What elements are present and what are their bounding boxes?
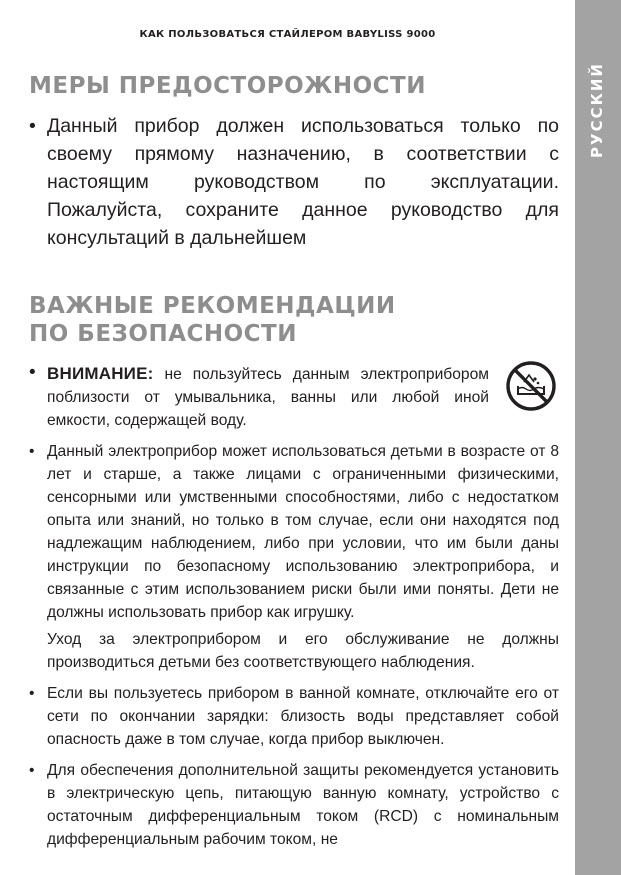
children-item <box>29 440 559 674</box>
rcd-text: Для обеспечения дополнительной защиты рекомендуется установить в электрическую цепь, питающую ванную комнату, устройство с остаточным дифференциальным током (RCD) с номинальным дифференциальным рабочим током, не <box>47 762 559 848</box>
precautions-text: Данный прибор должен использоваться только по своему прямому назначению, в соответствии с настоящим руководством по эксплуатации. Пожалуйста, сохраните данное руководство для консультаций в дальнейшем <box>47 115 559 249</box>
safety-heading <box>29 292 559 348</box>
language-label <box>580 60 614 160</box>
bullet: • <box>29 362 36 383</box>
page-content <box>29 72 559 859</box>
children-subtext: Уход за электроприбором и его обслуживание не должны производиться детьми без соответствующего наблюдения. <box>47 631 559 671</box>
safety-heading-line2: ПО БЕЗОПАСНОСТИ <box>29 321 297 347</box>
safety-list <box>29 362 559 851</box>
warning-label: ВНИМАНИЕ: <box>47 364 154 383</box>
bathroom-text: Если вы пользуетесь прибором в ванной комнате, отключайте его от сети по окончании зарядки: близость воды представляет собой опасность даже в том случае, когда прибор выключен. <box>47 685 559 748</box>
warning-text: не пользуйтесь данным электроприбором поблизости от умывальника, ванны или любой иной емкости, содержащей воду. <box>47 366 489 429</box>
precautions-list <box>29 112 559 252</box>
safety-heading-line1: ВАЖНЫЕ РЕКОМЕНДАЦИИ <box>29 293 396 319</box>
bullet: • <box>29 762 35 779</box>
page-header: КАК ПОЛЬЗОВАТЬСЯ СТАЙЛЕРОМ BABYLISS 9000 <box>139 29 436 40</box>
bathroom-item <box>29 682 559 751</box>
precautions-item <box>29 112 559 252</box>
language-label-text: РУССКИЙ <box>588 62 607 158</box>
precautions-heading: МЕРЫ ПРЕДОСТОРОЖНОСТИ <box>29 73 426 99</box>
warning-item <box>29 362 559 432</box>
bullet: • <box>29 443 35 460</box>
bullet: • <box>29 115 36 137</box>
no-water-icon <box>505 360 557 412</box>
bullet: • <box>29 685 35 702</box>
children-text: Данный электроприбор может использоваться детьми в возрасте от 8 лет и старше, а также лицами с ограниченными физическими, сенсорными или умственными способностями, либо с недостатком опыта или знаний, но только в том случае, если они находятся под надлежащим наблюдением, либо при условии, что им были даны инструкции по безопасному использованию электроприбора, и связанные с этим использованием риски были ими поняты. Дети не должны использовать прибор как игрушку. <box>47 443 559 621</box>
rcd-item <box>29 759 559 851</box>
